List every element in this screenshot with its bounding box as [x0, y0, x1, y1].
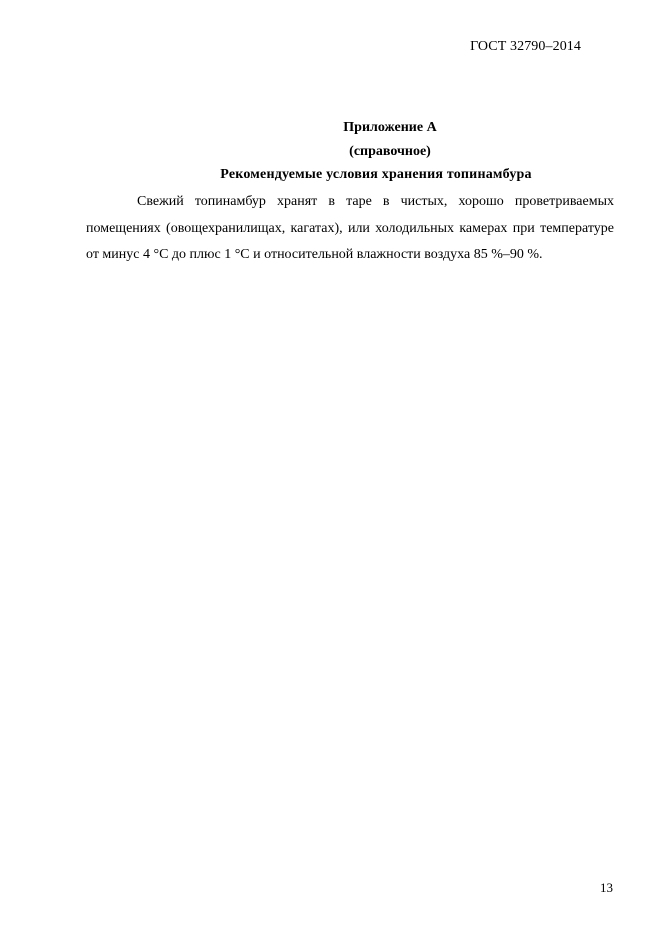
storage-conditions-paragraph: Свежий топинамбур хранят в таре в чистых, хорошо проветриваемых помещениях (овощехранилищах, кагатах), или холодильных камерах при температуре от минус 4 °С до плюс 1 °С и относительной влажности воздуха 85 %–90 %. [86, 194, 614, 262]
document-code: ГОСТ 32790–2014 [470, 39, 581, 54]
appendix-subject: Рекомендуемые условия хранения топинамбура [220, 167, 532, 182]
page-number: 13 [600, 880, 613, 895]
appendix-type: (справочное) [349, 144, 431, 159]
appendix-title: Приложение А [343, 120, 437, 135]
